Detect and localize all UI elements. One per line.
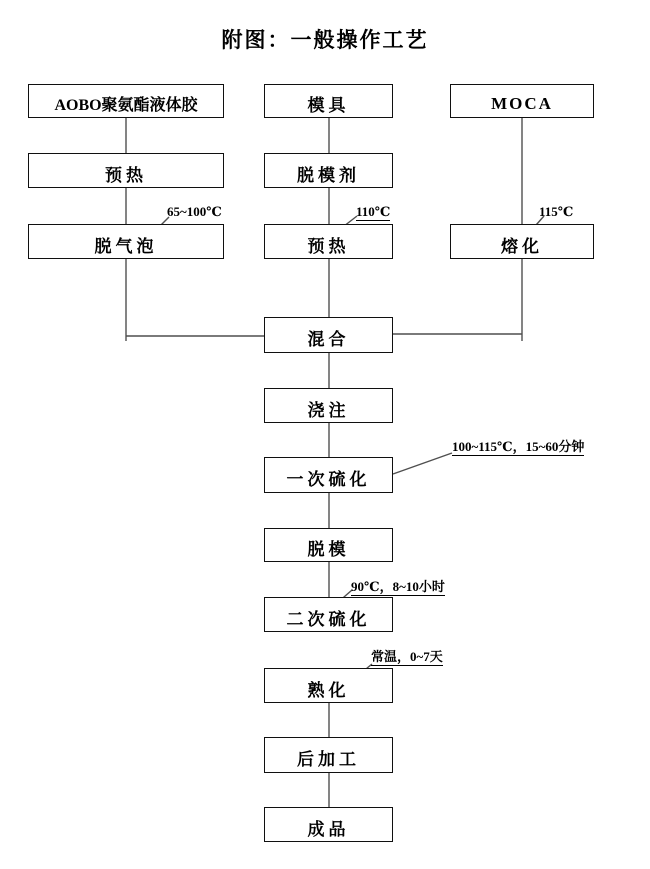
node-first-cure: 一次硫化 [264,457,393,493]
leader-first-cure-cond [393,453,452,474]
annotation-second-cure-condition: 90℃，8~10小时 [351,579,445,594]
annotation-melt-temp: 115℃ [539,204,574,219]
node-post-process: 后加工 [264,737,393,773]
node-mold: 模具 [264,84,393,118]
node-moca: MOCA [450,84,594,118]
node-second-cure: 二次硫化 [264,597,393,632]
node-preheat-glue: 预热 [28,153,224,188]
node-degas: 脱气泡 [28,224,224,259]
node-preheat-mold: 预热 [264,224,393,259]
annotation-degas-temp: 65~100℃ [167,204,222,219]
diagram-title: 附图：一般操作工艺 [221,28,429,52]
node-release-agent: 脱模剂 [264,153,393,188]
node-mature: 熟化 [264,668,393,703]
node-mix: 混合 [264,317,393,353]
annotation-mature-condition: 常温，0~7天 [371,649,443,664]
node-pour: 浇注 [264,388,393,423]
node-aobo-polyurethane: AOBO聚氨酯液体胶 [28,84,224,118]
annotation-first-cure-condition: 100~115℃，15~60分钟 [452,439,585,454]
annotation-preheat-mold-temp: 110℃ [356,204,391,219]
node-melt: 熔化 [450,224,594,259]
node-finished-product: 成品 [264,807,393,842]
node-demold: 脱模 [264,528,393,562]
